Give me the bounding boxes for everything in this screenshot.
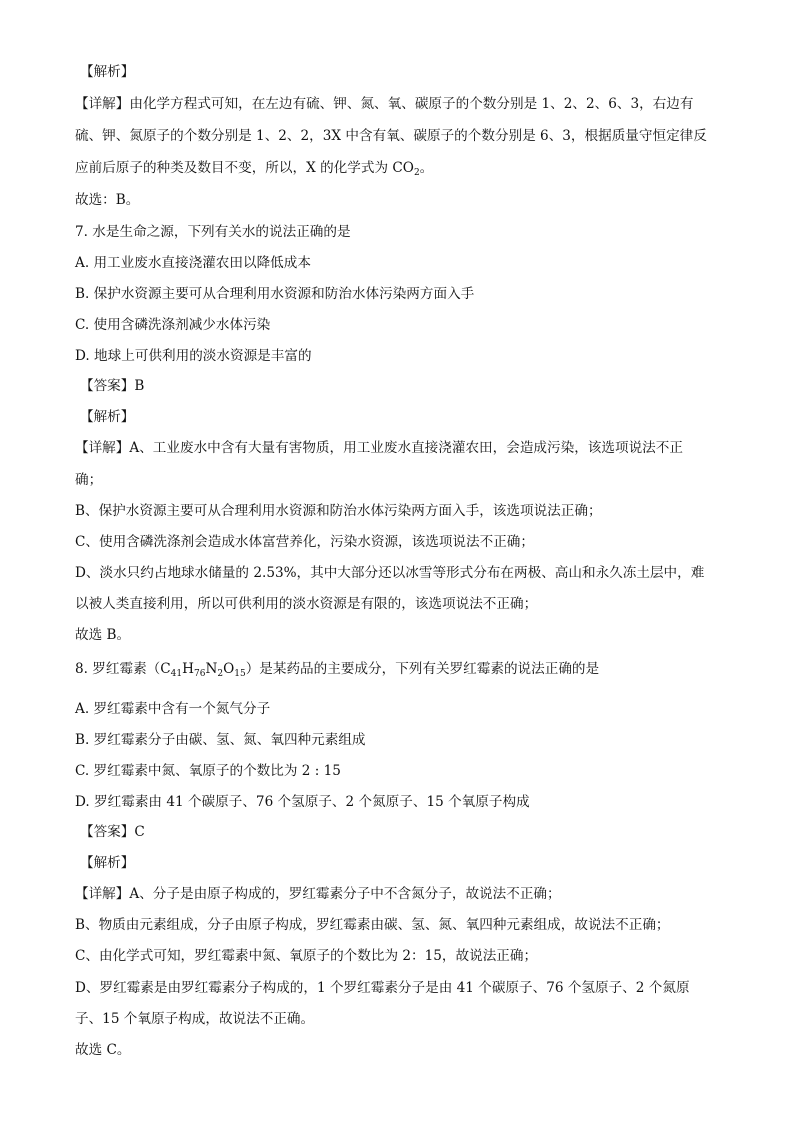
q8-question-suffix: ）是某药品的主要成分，下列有关罗红霉素的说法正确的是: [245, 661, 600, 677]
q8-question-prefix: 8. 罗红霉素（: [75, 661, 161, 677]
q8-option-b: B. 罗红霉素分子由碳、氢、氮、氧四种元素组成: [75, 732, 366, 748]
formula-subscript: 41: [170, 669, 183, 679]
q7-answer: 【答案】B: [80, 378, 145, 394]
co2-subscript: 2: [413, 168, 420, 178]
chemical-formula: [160, 661, 245, 677]
q8-option-c: C. 罗红霉素中氮、氧原子的个数比为 2 : 15: [75, 763, 341, 779]
q6-detail-end: 。: [419, 160, 434, 176]
formula-element: O: [223, 661, 235, 677]
q8-detail-line-4: D、罗红霉素是由罗红霉素分子构成的，1 个罗红霉素分子是由 41 个碳原子、76 个氢原子、2 个氮原: [75, 980, 690, 996]
q6-detail-line-1: 【详解】由化学方程式可知，在左边有硫、钾、氮、氧、碳原子的个数分别是 1、2、2、6、3，右边有: [75, 96, 694, 112]
q7-option-b: B. 保护水资源主要可从合理利用水资源和防治水体污染两方面入手: [75, 286, 475, 302]
q8-conclusion: 故选 C。: [75, 1042, 131, 1058]
formula-subscript: 76: [193, 669, 206, 679]
q8-analysis-label: 【解析】: [80, 855, 135, 871]
q7-analysis-label: 【解析】: [80, 409, 135, 425]
q7-option-c: C. 使用含磷洗涤剂减少水体污染: [75, 317, 271, 333]
formula-element: N: [205, 661, 218, 677]
q8-option-d: D. 罗红霉素由 41 个碳原子、76 个氢原子、2 个氮原子、15 个氧原子构成: [75, 794, 530, 810]
q8-detail-line-3: C、由化学式可知，罗红霉素中氮、氧原子的个数比为 2：15，故说法正确；: [75, 948, 538, 964]
q8-detail-line-5: 子、15 个氧原子构成，故说法不正确。: [75, 1011, 315, 1027]
q7-detail-line-6: 以被人类直接利用，所以可供利用的淡水资源是有限的，该选项说法不正确；: [75, 596, 538, 612]
q7-detail-line-4: C、使用含磷洗涤剂会造成水体富营养化，污染水资源，该选项说法不正确；: [75, 534, 534, 550]
q7-conclusion: 故选 B。: [75, 627, 131, 643]
q7-question: 7. 水是生命之源，下列有关水的说法正确的是: [75, 224, 351, 240]
formula-element: C: [160, 661, 171, 677]
q8-question: [75, 659, 599, 684]
q6-detail-line-3: [75, 158, 433, 183]
formula-subscript: 2: [217, 669, 224, 679]
q6-detail-line-2: 硫、钾、氮原子的个数分别是 1、2、2，3X 中含有氧、碳原子的个数分别是 6、3，根据质量守恒定律反: [75, 128, 707, 144]
q7-detail-line-5: D、淡水只约占地球水储量的 2.53%，其中大部分还以冰雪等形式分布在两极、高山和永久冻土层中，难: [75, 565, 705, 581]
q6-detail-text: 应前后原子的种类及数目不变，所以，X 的化学式为 CO: [75, 160, 414, 176]
formula-element: H: [182, 661, 194, 677]
q7-option-d: D. 地球上可供利用的淡水资源是丰富的: [75, 348, 312, 364]
q6-conclusion: 故选：B。: [75, 192, 140, 208]
q8-answer: 【答案】C: [80, 824, 145, 840]
q6-analysis-label: 【解析】: [80, 64, 135, 80]
q8-detail-line-1: 【详解】A、分子是由原子构成的，罗红霉素分子中不含氮分子，故说法不正确；: [75, 886, 561, 902]
formula-subscript: 15: [234, 669, 246, 679]
q8-option-a: A. 罗红霉素中含有一个氮气分子: [75, 701, 271, 717]
q7-detail-line-3: B、保护水资源主要可从合理利用水资源和防治水体污染两方面入手，该选项说法正确；: [75, 503, 602, 519]
q7-detail-line-2: 确；: [75, 472, 103, 488]
q8-detail-line-2: B、物质由元素组成，分子由原子构成，罗红霉素由碳、氢、氮、氧四种元素组成，故说法不正确；: [75, 917, 670, 933]
q7-option-a: A. 用工业废水直接浇灌农田以降低成本: [75, 255, 311, 271]
q7-detail-line-1: 【详解】A、工业废水中含有大量有害物质，用工业废水直接浇灌农田，会造成污染，该选项说法不正: [75, 440, 683, 456]
